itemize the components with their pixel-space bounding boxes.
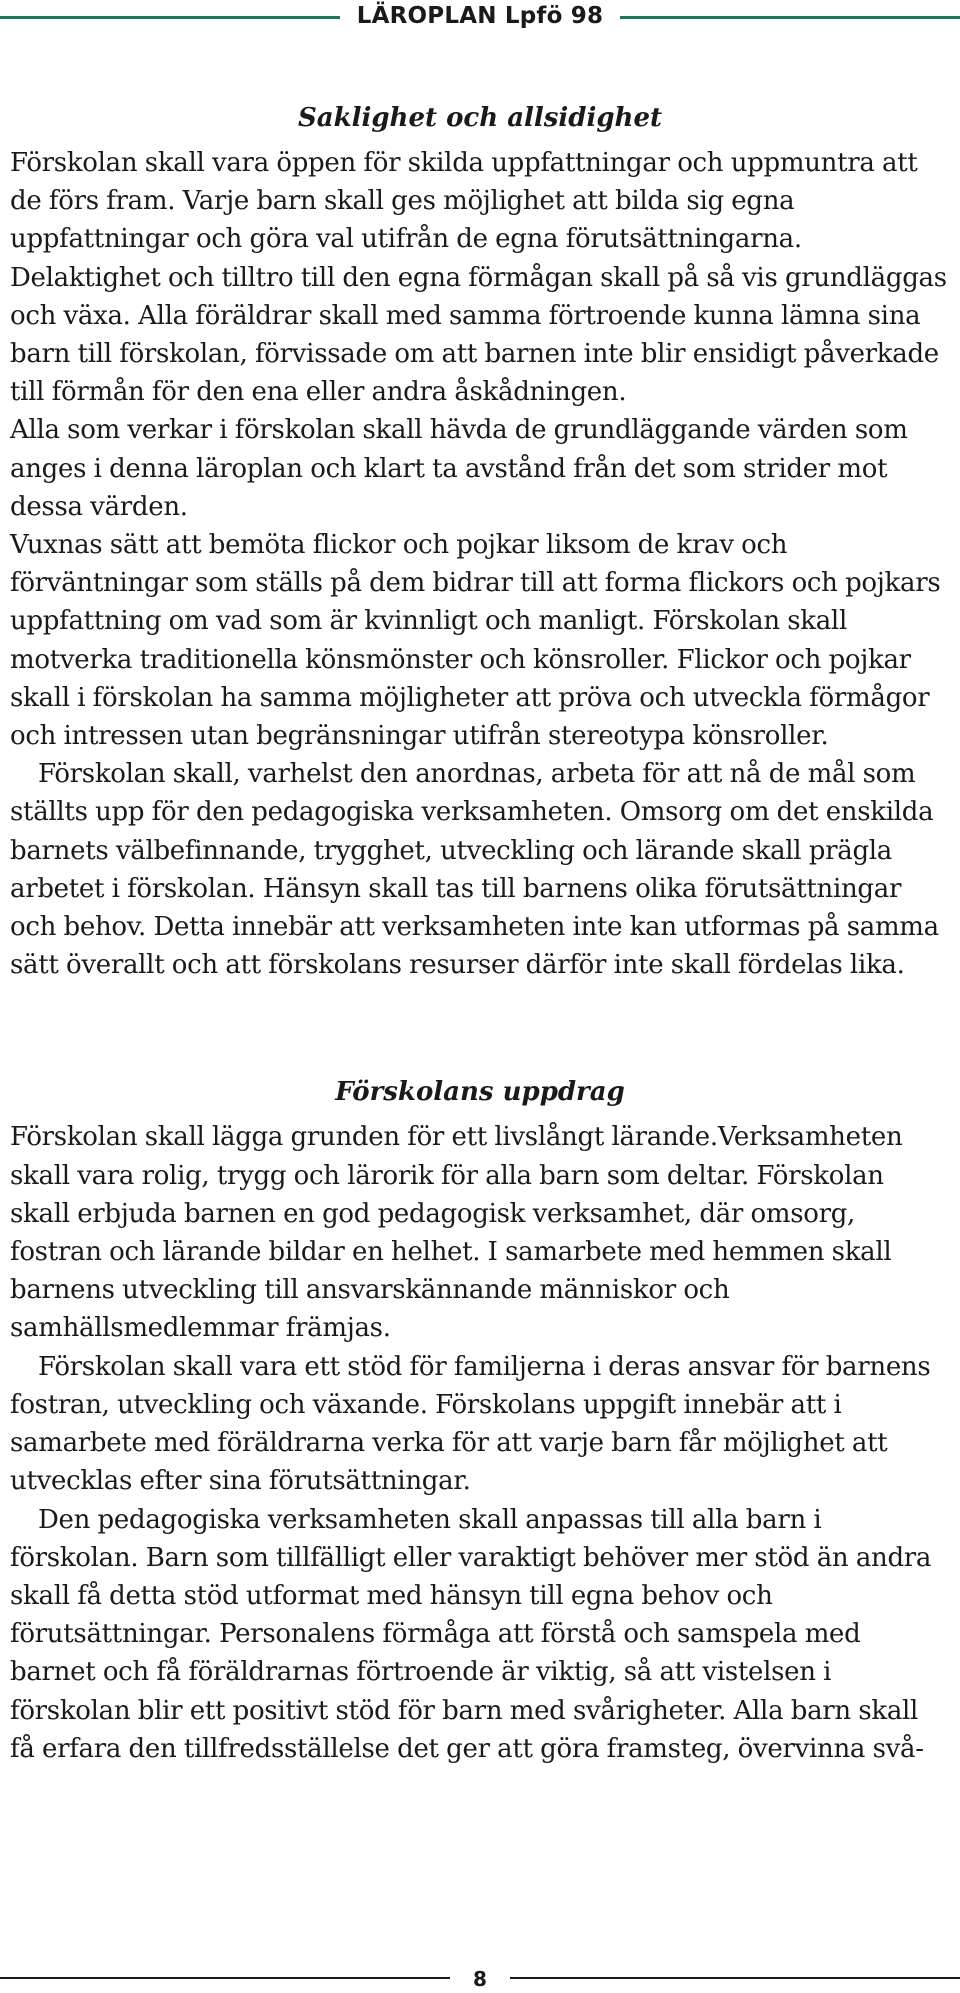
footer-rule-left <box>0 1977 450 1979</box>
footer-rule-right <box>510 1977 960 1979</box>
page-number: 8 <box>473 1967 487 1991</box>
paragraph: Den pedagogiska verksamheten skall anpassas till alla barn i förskolan. Barn som tillfälligt eller varaktigt behöver mer stöd än andra skall få detta stöd utformat med hänsyn till egna behov och förutsättningar. Personalens förmåga att förstå och samspela med barnet och få föräldrarnas förtroende är viktig, så att vistelsen i förskolan blir ett positivt stöd för barn med svårigheter. Alla barn skall få erfara den tillfredsställelse det ger att göra framsteg, övervinna svå- <box>10 1504 932 1764</box>
header-rule-left <box>0 16 340 19</box>
paragraph: Alla som verkar i förskolan skall hävda de grundläggande värden som anges i denna läroplan och klart ta avstånd från det som strider mot dessa värden. <box>10 415 908 522</box>
paragraph: Förskolan skall vara ett stöd för familjerna i deras ansvar för barnens fostran, utveckling och växande. Förskolans uppgift innebär att i samarbete med föräldrarna verka för att varje barn får möjlighet att utvecklas efter sina förutsättningar. <box>10 1351 931 1497</box>
page-body <box>10 98 950 1768</box>
paragraph: Förskolan skall, varhelst den anordnas, arbeta för att nå de mål som ställts upp för den pedagogiska verksamheten. Omsorg om det enskilda barnets välbefinnande, trygghet, utveckling och lärande skall prägla arbetet i förskolan. Hänsyn skall tas till barnens olika förutsättningar och behov. Detta innebär att verksamheten inte kan utformas på samma sätt överallt och att förskolans resurser därför inte skall fördelas lika. <box>10 759 939 981</box>
section-heading: Förskolans uppdrag <box>335 1077 625 1108</box>
section-saklighet <box>10 98 950 984</box>
page-footer <box>0 1968 960 1993</box>
section-forskolans-uppdrag <box>10 1072 950 1767</box>
section-heading: Saklighet och allsidighet <box>297 103 662 133</box>
page-header <box>0 0 960 36</box>
header-rule-right <box>620 16 960 19</box>
paragraph: Vuxnas sätt att bemöta flickor och pojkar liksom de krav och förväntningar som ställs på dem bidrar till att forma flickors och pojkars uppfattning om vad som är kvinnligt och manligt. Förskolan skall motverka traditionella könsmönster och könsroller. Flickor och pojkar skall i förskolan ha samma möjligheter att pröva och utveckla förmågor och intressen utan begränsningar utifrån stereotypa könsroller. <box>10 530 941 752</box>
paragraph: Förskolan skall lägga grunden för ett livslångt lärande.Verksamheten skall vara rolig, trygg och lärorik för alla barn som deltar. Förskolan skall erbjuda barnen en god pedagogisk verksamhet, där omsorg, fostran och lärande bildar en helhet. I samarbete med hemmen skall barnens utveckling till ansvarskännande människor och samhällsmedlemmar främjas. <box>10 1122 903 1344</box>
paragraph: Förskolan skall vara öppen för skilda uppfattningar och uppmuntra att de förs fram. Varje barn skall ges möjlighet att bilda sig egna uppfattningar och göra val utifrån de egna förutsättningarna. Delaktighet och tilltro till den egna förmågan skall på så vis grundläggas och växa. Alla föräldrar skall med samma förtroende kunna lämna sina barn till förskolan, förvissade om att barnen inte blir ensidigt påverkade till förmån för den ena eller andra åskådningen. <box>10 148 947 408</box>
running-title: LÄROPLAN Lpfö 98 <box>356 3 604 29</box>
